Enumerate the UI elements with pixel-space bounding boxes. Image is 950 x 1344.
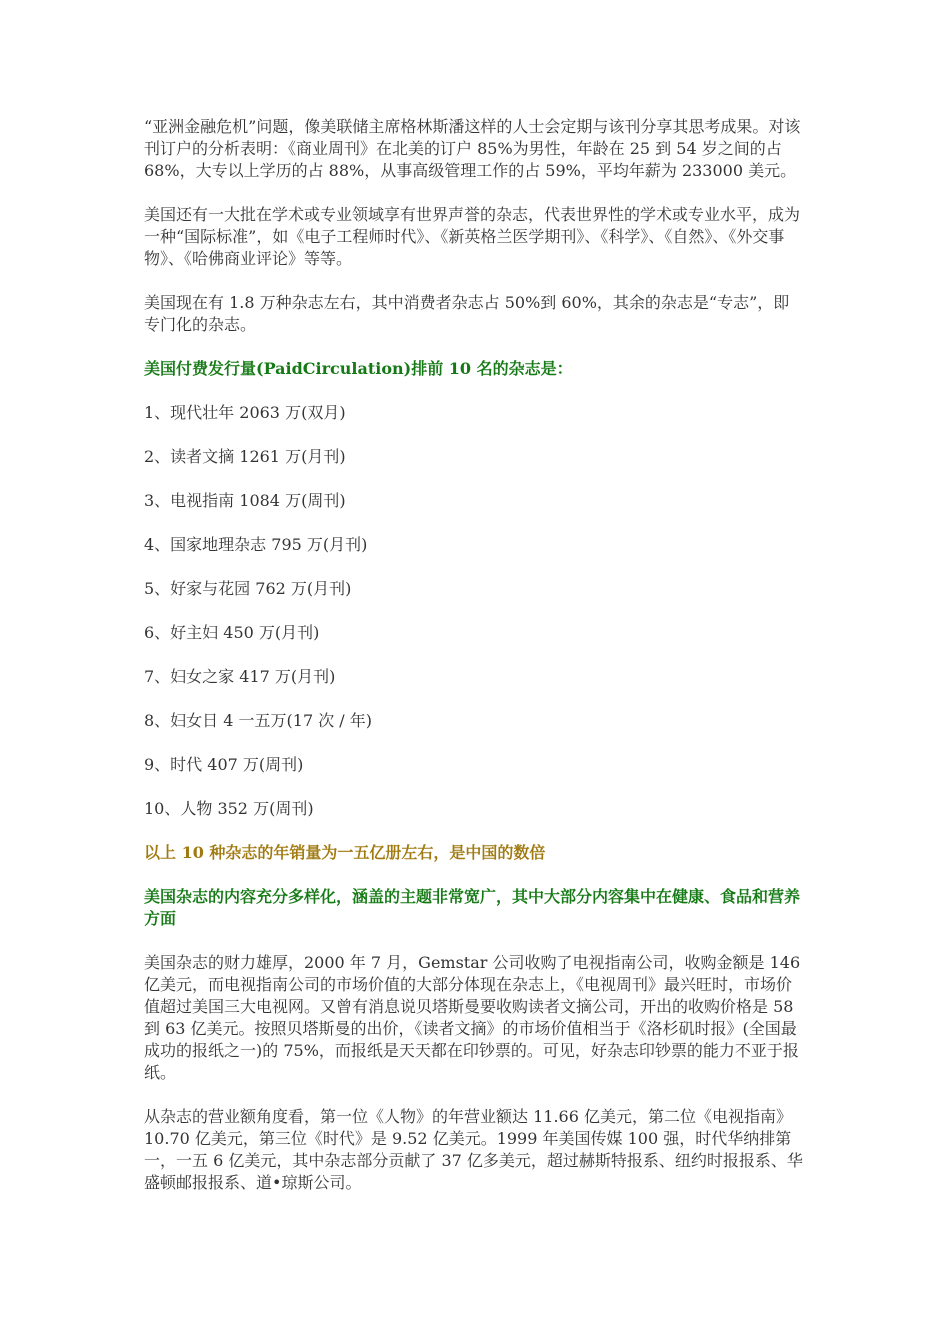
list-item: 8、妇女日 4 一五万(17 次 / 年) xyxy=(144,711,373,730)
list-item: 5、好家与花园 762 万(月刊) xyxy=(144,579,352,598)
list-item: 10、人物 352 万(周刊) xyxy=(144,799,314,818)
paragraph-revenue-ranking: 从杂志的营业额角度看，第一位《人物》的年营业额达 11.66 亿美元，第二位《电视指南》10.70 亿美元，第三位《时代》是 9.52 亿美元。1999 年美国传媒 100 强，时代华纳排第一，一五 6 亿美元，其中杂志部分贡献了 37 亿多美元，超过赫斯特报系、纽约时报报系、华盛顿邮报报系、道•琼斯公司。 xyxy=(144,1107,803,1192)
list-item: 4、国家地理杂志 795 万(月刊) xyxy=(144,535,368,554)
paragraph-magazine-count: 美国现在有 1.8 万种杂志左右，其中消费者杂志占 50%到 60%，其余的杂志是“专志”，即专门化的杂志。 xyxy=(144,293,790,334)
list-item: 6、好主妇 450 万(月刊) xyxy=(144,623,320,642)
paragraph-academic-magazines: 美国还有一大批在学术或专业领域享有世界声誉的杂志，代表世界性的学术或专业水平，成为一种“国际标准”，如《电子工程师时代》、《新英格兰医学期刊》、《科学》、《自然》、《外交事物》、《哈佛商业评论》等等。 xyxy=(144,205,801,268)
list-item: 1、现代壮年 2063 万(双月) xyxy=(144,403,346,422)
document-body xyxy=(144,116,804,1216)
list-item: 3、电视指南 1084 万(周刊) xyxy=(144,491,346,510)
heading-annual-sales: 以上 10 种杂志的年销量为一五亿册左右，是中国的数倍 xyxy=(144,843,546,862)
list-item: 2、读者文摘 1261 万(月刊) xyxy=(144,447,346,466)
list-item: 7、妇女之家 417 万(月刊) xyxy=(144,667,336,686)
list-item: 9、时代 407 万(周刊) xyxy=(144,755,304,774)
paragraph-business-week: “亚洲金融危机”问题，像美联储主席格林斯潘这样的人士会定期与该刊分享其思考成果。对该刊订户的分析表明：《商业周刊》在北美的订户 85%为男性，年龄在 25 到 54 岁之间的占 68%，大专以上学历的占 88%，从事高级管理工作的占 59%，平均年薪为 233000 美元。 xyxy=(144,117,801,180)
heading-content-diversity: 美国杂志的内容充分多样化，涵盖的主题非常宽广，其中大部分内容集中在健康、食品和营养方面 xyxy=(144,887,801,928)
paragraph-financial-strength: 美国杂志的财力雄厚，2000 年 7 月，Gemstar 公司收购了电视指南公司，收购金额是 146 亿美元，而电视指南公司的市场价值的大部分体现在杂志上，《电视周刊》最兴旺时，市场价值超过美国三大电视网。又曾有消息说贝塔斯曼要收购读者文摘公司，开出的收购价格是 58 到 63 亿美元。按照贝塔斯曼的出价，《读者文摘》的市场价值相当于《洛杉矶时报》(全国最成功的报纸之一)的 75%，而报纸是天天都在印钞票的。可见，好杂志印钞票的能力不亚于报纸。 xyxy=(144,953,801,1082)
heading-top10: 美国付费发行量(PaidCirculation)排前 10 名的杂志是： xyxy=(144,359,573,378)
